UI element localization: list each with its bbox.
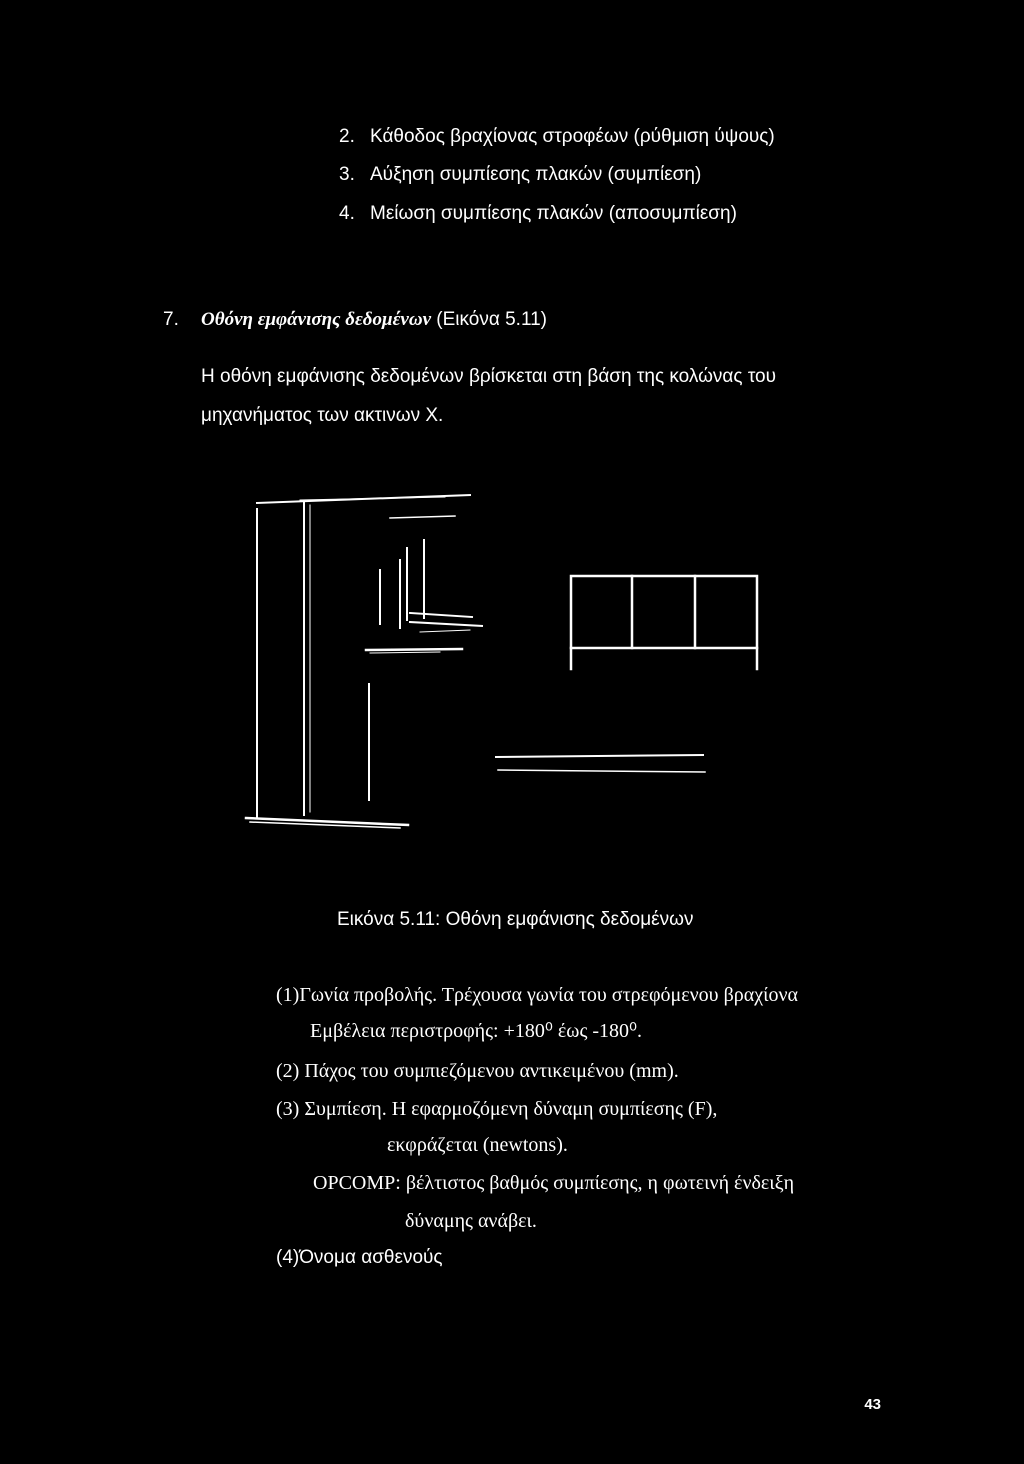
list-text: Κάθοδος βραχίονας στροφέων (ρύθμιση ύψους) — [370, 126, 775, 147]
legend-line-1: (1)Γωνία προβολής. Τρέχουσα γωνία του στρεφόμενου βραχίονα — [276, 984, 799, 1006]
section-figure-ref: (Εικόνα 5.11) — [436, 309, 548, 330]
legend-line-3: (2) Πάχος του συμπιεζόμενου αντικειμένου (mm). — [276, 1060, 679, 1082]
table-line-2 — [498, 770, 705, 772]
legend-line-2: Εμβέλεια περιστροφής: +180⁰ έως -180⁰. — [310, 1020, 643, 1042]
legend-line-8: (4)Όνομα ασθενούς — [276, 1247, 443, 1268]
legend-line-4: (3) Συμπίεση. Η εφαρμοζόμενη δύναμη συμπίεσης (F), — [276, 1098, 718, 1120]
legend-line-7: δύναμης ανάβει. — [405, 1210, 537, 1232]
section-description-line2: μηχανήματος των ακτινων Χ. — [201, 405, 444, 426]
legend-line-5: εκφράζεται (newtons). — [387, 1134, 568, 1156]
list-text: Αύξηση συμπίεσης πλακών (συμπίεση) — [370, 164, 702, 185]
list-number: 3. — [339, 164, 355, 185]
figure-caption: Εικόνα 5.11: Οθόνη εμφάνισης δεδομένων — [337, 909, 694, 930]
head-top-edge — [390, 516, 455, 518]
list-number: 4. — [339, 203, 355, 224]
list-text: Μείωση συμπίεσης πλακών (αποσυμπίεση) — [370, 203, 737, 224]
detector-plate-2 — [370, 652, 440, 653]
table-line-1 — [496, 755, 703, 757]
section-number: 7. — [163, 309, 179, 330]
base-line-1 — [246, 818, 408, 825]
display-screen — [571, 576, 757, 648]
paddle-line-2 — [410, 622, 482, 626]
paddle-line-3 — [420, 630, 470, 632]
list-number: 2. — [339, 126, 355, 147]
legend-line-6: OPCOMP: βέλτιστος βαθμός συμπίεσης, η φωτεινή ένδειξη — [313, 1172, 795, 1194]
section-title: Οθόνη εμφάνισης δεδομένων — [201, 309, 432, 330]
paddle-line-1 — [410, 613, 472, 617]
detector-plate — [366, 649, 462, 650]
page-number: 43 — [864, 1396, 881, 1413]
section-description-line1: Η οθόνη εμφάνισης δεδομένων βρίσκεται στη βάση της κολώνας του — [201, 366, 777, 387]
